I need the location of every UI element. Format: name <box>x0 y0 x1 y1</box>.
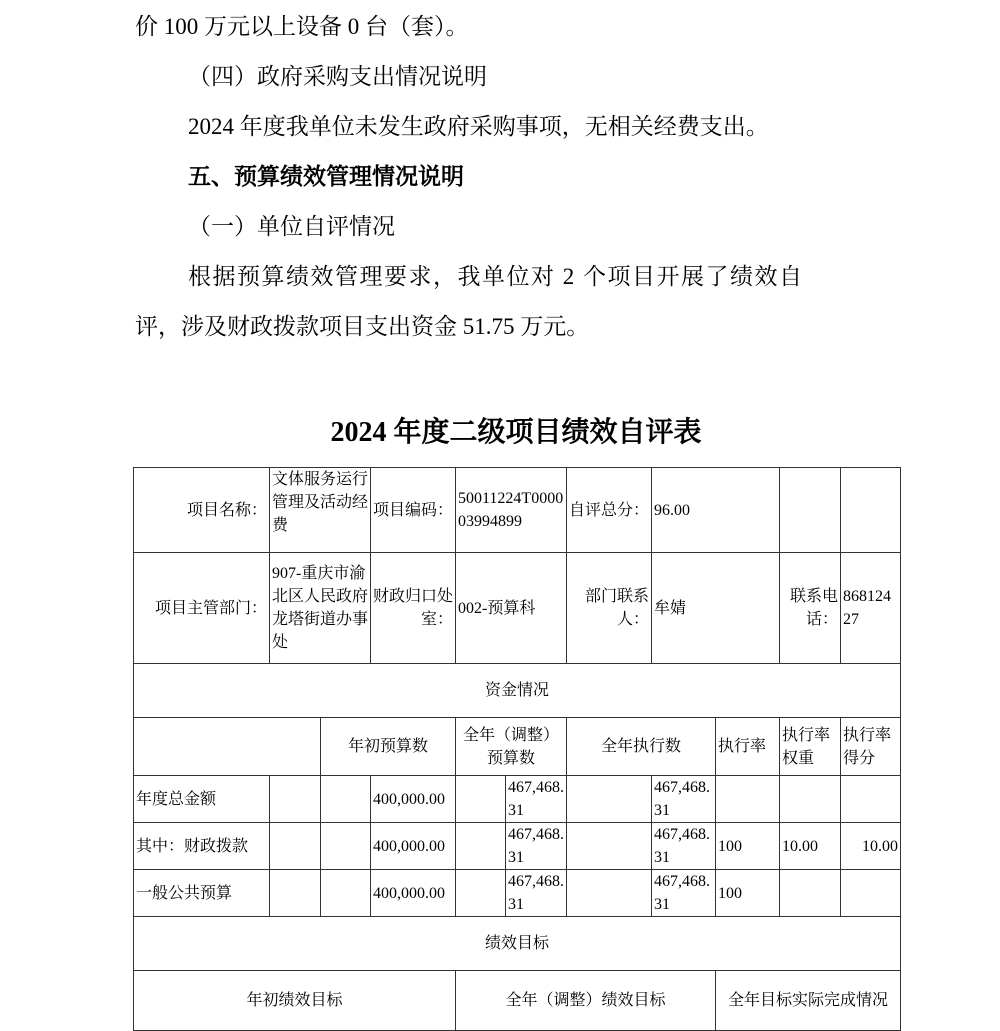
table-row <box>134 664 901 718</box>
paragraph-self-eval-1: 根据预算绩效管理要求，我单位对 2 个项目开展了绩效自 <box>188 264 804 289</box>
col-header-adjusted: 全年（调整）预算数 <box>456 718 567 776</box>
table-row <box>134 718 901 776</box>
table-row <box>134 468 901 553</box>
project-name-value: 文体服务运行管理及活动经费 <box>270 468 371 553</box>
table-row <box>134 870 901 917</box>
weight-value <box>780 870 841 917</box>
col-header-rate: 执行率 <box>716 718 780 776</box>
table-row <box>134 823 901 870</box>
score-value: 96.00 <box>652 468 780 553</box>
executed-value: 467,468.31 <box>652 776 716 823</box>
empty-cell <box>567 870 652 917</box>
rate-value <box>716 776 780 823</box>
rate-value: 100 <box>716 823 780 870</box>
col-header-score: 执行率得分 <box>841 718 901 776</box>
score-value: 10.00 <box>841 823 901 870</box>
row-label: 一般公共预算 <box>134 870 270 917</box>
contact-value: 牟婧 <box>652 553 780 664</box>
dept-label: 项目主管部门： <box>134 553 270 664</box>
subheading-procurement: （四）政府采购支出情况说明 <box>188 64 487 89</box>
col-header-weight: 执行率权重 <box>780 718 841 776</box>
adjusted-value: 467,468.31 <box>506 776 567 823</box>
project-name-label: 项目名称： <box>134 468 270 553</box>
phone-label: 联系电话： <box>780 553 841 664</box>
table-row <box>134 553 901 664</box>
office-value: 002-预算科 <box>456 553 567 664</box>
goal-header-adjusted: 全年（调整）绩效目标 <box>456 971 716 1031</box>
empty-cell <box>270 870 321 917</box>
phone-value: 86812427 <box>841 553 901 664</box>
score-label: 自评总分： <box>567 468 652 553</box>
rate-value: 100 <box>716 870 780 917</box>
empty-cell <box>321 870 371 917</box>
funds-section-header: 资金情况 <box>134 664 901 718</box>
empty-cell <box>456 823 506 870</box>
paragraph-procurement: 2024 年度我单位未发生政府采购事项，无相关经费支出。 <box>188 114 769 139</box>
paragraph-continuation: 价 100 万元以上设备 0 台（套）。 <box>135 14 469 39</box>
empty-cell <box>567 776 652 823</box>
table-title: 2024 年度二级项目绩效自评表 <box>330 417 702 448</box>
weight-value <box>780 776 841 823</box>
table-row <box>134 776 901 823</box>
score-value <box>841 870 901 917</box>
dept-value: 907-重庆市渝北区人民政府龙塔街道办事处 <box>270 553 371 664</box>
col-header-initial: 年初预算数 <box>321 718 456 776</box>
project-code-value: 50011224T000003994899 <box>456 468 567 553</box>
subheading-self-eval: （一）单位自评情况 <box>188 214 395 239</box>
empty-cell <box>321 823 371 870</box>
executed-value: 467,468.31 <box>652 823 716 870</box>
score-value <box>841 776 901 823</box>
project-evaluation-table <box>133 467 901 1031</box>
goal-header-actual: 全年目标实际完成情况 <box>716 971 901 1031</box>
adjusted-value: 467,468.31 <box>506 870 567 917</box>
weight-value: 10.00 <box>780 823 841 870</box>
empty-cell <box>841 468 901 553</box>
empty-cell <box>780 468 841 553</box>
empty-cell <box>567 823 652 870</box>
col-header-executed: 全年执行数 <box>567 718 716 776</box>
heading-performance: 五、预算绩效管理情况说明 <box>188 164 464 189</box>
initial-value: 400,000.00 <box>371 823 456 870</box>
adjusted-value: 467,468.31 <box>506 823 567 870</box>
contact-label: 部门联系人： <box>567 553 652 664</box>
paragraph-self-eval-2: 评，涉及财政拨款项目支出资金 51.75 万元。 <box>135 314 590 339</box>
goal-header-initial: 年初绩效目标 <box>134 971 456 1031</box>
empty-cell <box>456 776 506 823</box>
executed-value: 467,468.31 <box>652 870 716 917</box>
empty-cell <box>270 823 321 870</box>
table-row <box>134 917 901 971</box>
empty-cell <box>456 870 506 917</box>
row-label: 其中：财政拨款 <box>134 823 270 870</box>
office-label: 财政归口处室： <box>371 553 456 664</box>
row-label: 年度总金额 <box>134 776 270 823</box>
goals-section-header: 绩效目标 <box>134 917 901 971</box>
empty-cell <box>134 718 321 776</box>
empty-cell <box>321 776 371 823</box>
empty-cell <box>270 776 321 823</box>
initial-value: 400,000.00 <box>371 776 456 823</box>
initial-value: 400,000.00 <box>371 870 456 917</box>
project-code-label: 项目编码： <box>371 468 456 553</box>
